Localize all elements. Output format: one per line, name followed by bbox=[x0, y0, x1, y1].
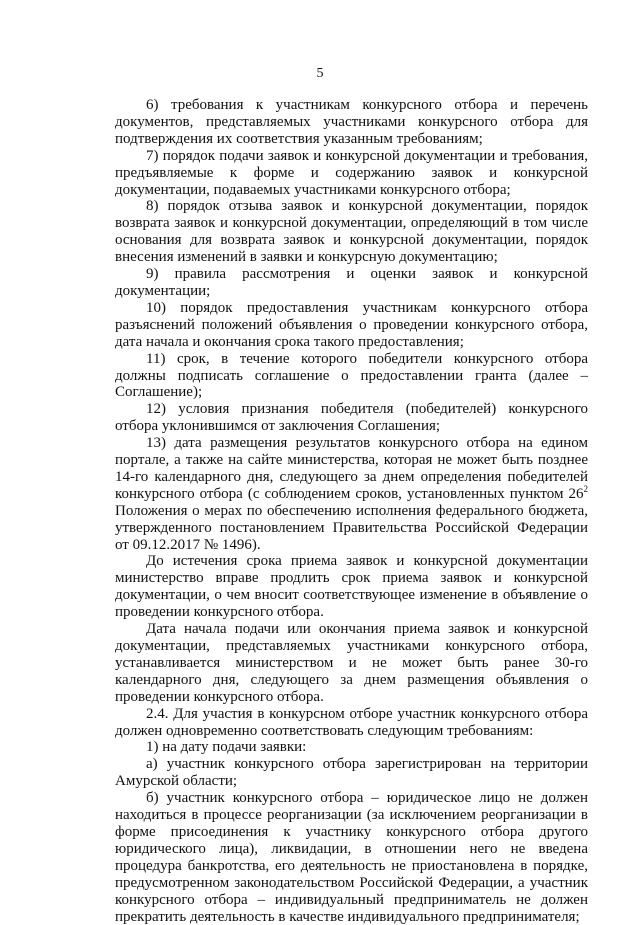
paragraph-item-13-text: 13) дата размещения результатов конкурсного отбора на едином портале, а также на сайте министерства, которая не может быть позднее 14-го календарного дня, следующего за днем определения победителей конкурсного отбора (с соблюдением сроков, установленных пунктом 26 bbox=[115, 435, 588, 502]
document-body bbox=[115, 97, 588, 925]
paragraph-item-7: 7) порядок подачи заявок и конкурсной документации и требования, предъявляемые к форме и содержанию заявок и конкурсной документации, подаваемых участниками конкурсного отбора; bbox=[115, 147, 588, 198]
requirement-item-1: 1) на дату подачи заявки: bbox=[146, 739, 307, 756]
paragraph-item-13 bbox=[115, 435, 588, 553]
paragraph-item-11: 11) срок, в течение которого победители конкурсного отбора должны подписать соглашение о предоставлении гранта (далее – Соглашение); bbox=[115, 350, 588, 401]
paragraph-extension: До истечения срока приема заявок и конкурсной документации министерство вправе продлить срок приема заявок и конкурсной документации, о чем вносит соответствующее изменение в объявление о проведении конкурсного отбора. bbox=[115, 553, 588, 621]
requirement-item-a: а) участник конкурсного отбора зарегистрирован на территории Амурской области; bbox=[115, 756, 588, 790]
footnote-superscript: 2 bbox=[583, 483, 588, 494]
requirement-item-b: б) участник конкурсного отбора – юридическое лицо не должен находиться в процессе реорганизации (за исключением реорганизации в форме присоединения к участнику конкурсного отбора другого юридического лица), ликвидации, в отношении него не введена процедура банкротства, его деятельность не приостановлена в порядке, предусмотренном законодательством Российской Федерации, а участник конкурсного отбора – индивидуальный предприниматель не должен прекратить деятельность в качестве индивидуального предпринимателя; bbox=[115, 790, 588, 925]
paragraph-item-8: 8) порядок отзыва заявок и конкурсной документации, порядок возврата заявок и конкурсной документации, определяющий в том числе основания для возврата заявок и конкурсной документации, порядок внесения изменений в заявки и конкурсную документацию; bbox=[115, 198, 588, 266]
paragraph-item-10: 10) порядок предоставления участникам конкурсного отбора разъяснений положений объявления о проведении конкурсного отбора, дата начала и окончания срока такого предоставления; bbox=[115, 299, 588, 350]
paragraph-item-13-text-end: Положения о мерах по обеспечению исполнения федерального бюджета, утвержденного постановлением Правительства Российской Федерации от 09.12.2017 № 1496). bbox=[115, 502, 588, 553]
paragraph-start-date: Дата начала подачи или окончания приема заявок и конкурсной документации, представляемых участниками конкурсного отбора, устанавливается министерством и не может быть ранее 30-го календарного дня, следующего за днем размещения объявления о проведении конкурсного отбора. bbox=[115, 621, 588, 705]
paragraph-item-12: 12) условия признания победителя (победителей) конкурсного отбора уклонившимся от заключения Соглашения; bbox=[115, 401, 588, 435]
paragraph-item-6: 6) требования к участникам конкурсного отбора и перечень документов, представляемых участниками конкурсного отбора для подтверждения их соответствия указанным требованиям; bbox=[115, 97, 588, 147]
paragraph-item-9: 9) правила рассмотрения и оценки заявок и конкурсной документации; bbox=[115, 266, 588, 299]
page-number: 5 bbox=[316, 66, 324, 81]
section-2-4-heading: 2.4. Для участия в конкурсном отборе участник конкурсного отбора должен одновременно соответствовать следующим требованиям: bbox=[115, 705, 588, 739]
